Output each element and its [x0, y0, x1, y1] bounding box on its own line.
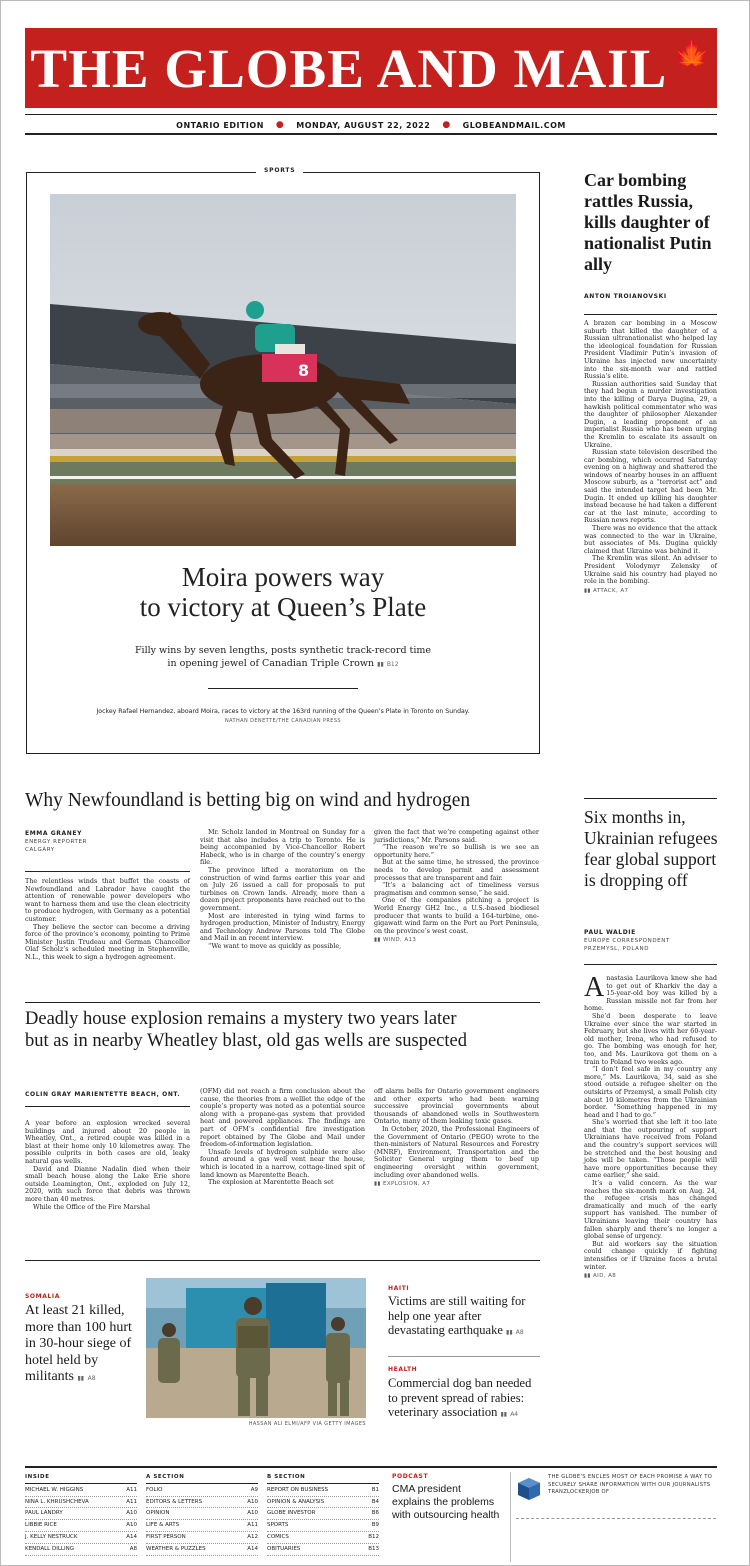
wind-c3-p2: “The reason we’re so bullish is we see an opportunity here.”	[374, 843, 539, 859]
index-row[interactable]: FIRST PERSON A12	[146, 1532, 258, 1544]
wind-c3-p4: “It’s a balancing act of timeliness versus pragmatism and common sense,” he said.	[374, 881, 539, 897]
index-col-b-section	[267, 1472, 379, 1556]
page-ref-icon: ▮▮	[374, 937, 381, 944]
feature-headline-line1: Moira powers way	[181, 562, 385, 592]
russia-para-1: A brazen car bombing in a Moscow suburb that killed the daughter of a Russian ultranationalist who helped lay the ideological foundation for Russian President Vladimir Putin’s invasion of Ukraine has injected new uncertainty into the six-month war and rattled Russia’s elite.	[584, 319, 717, 381]
feature-headline[interactable]	[40, 562, 526, 622]
index-row[interactable]: NINA L. KHRUSHCHEVA A11	[25, 1497, 137, 1509]
separator-dot-icon: ●	[275, 120, 285, 130]
index-row[interactable]: OBITUARIES B13	[267, 1544, 379, 1556]
russia-para-2: Russian authorities said Sunday that they had begun a murder investigation into the killing of Darya Dugina, 29, a hawkish political commentator who was the daughter of philosopher Alexander Dugin, a leading proponent of an imperialist Russia who has been urging the Kremlin to escalate its assault on Ukraine.	[584, 379, 717, 449]
wind-byline-place: CALGARY	[25, 847, 55, 853]
refugees-para-1: nastasia Laurikova knew she had to get out of Kharkiv the day a 15-year-old boy was killed by a Russian missile not far from her home.	[584, 974, 717, 1013]
wind-headline[interactable]: Why Newfoundland is betting big on wind and hydrogen	[25, 790, 471, 811]
somalia-headline-block[interactable]	[25, 1303, 143, 1388]
box-icon	[516, 1476, 542, 1502]
russia-body	[584, 320, 717, 595]
wind-byline-block	[25, 829, 190, 854]
wind-col-3	[374, 829, 539, 945]
health-ref[interactable]: A4	[510, 1411, 519, 1418]
explosion-byline: COLIN GRAY MARIENTETTE BEACH, ONT.	[25, 1091, 181, 1098]
russia-byline: ANTON TROIANOVSKI	[584, 293, 667, 300]
masthead-title: THE GLOBE AND MAIL	[30, 37, 668, 99]
page-ref-icon: ▮▮	[374, 1181, 381, 1188]
podcast-divider	[510, 1472, 511, 1562]
separator-dot-icon: ●	[442, 120, 451, 130]
feature-photo-credit: NATHAN DENETTE/THE CANADIAN PRESS	[224, 718, 341, 724]
podcast-text: CMA president explains the problems with outsourcing health	[392, 1483, 500, 1521]
index-row[interactable]: PAUL LANDRY A10	[25, 1508, 137, 1520]
index-head: B SECTION	[267, 1472, 379, 1484]
horse-race-photo[interactable]	[50, 194, 516, 546]
refugees-body	[584, 972, 717, 1281]
russia-para-5: The Kremlin was silent. An adviser to President Volodymyr Zelensky of Ukraine said his country had played no role in the bombing.	[584, 554, 717, 586]
wind-c3-p1: given the fact that we’re competing against other jurisdictions,” Mr. Parsons said.	[374, 828, 539, 844]
refugees-para-6: But aid workers say the situation could change quickly if fighting intensifies or if Ukraine faces a brutal winter.	[584, 1239, 717, 1271]
index-rule	[25, 1466, 717, 1468]
explosion-c2-p1: (OFM) did not reach a firm conclusion about the cause, the theories from a welllet the edge of the couple’s property was noted as a potential source along with a propane-gas system that provided heat and powered appliances. The findings are part of OFM’s confidential fire investigation report obtained by The Globe and Mail under freedom-of-information legislation.	[200, 1087, 365, 1149]
explosion-c1-p2: David and Dianne Nadalin died when their small beach house along the Lake Erie shore outside Leamington, Ont., exploded on July 12, 2020, with such force that debris was thrown more than 40 metres.	[25, 1164, 190, 1203]
feature-caption: Jockey Rafael Hernandez, aboard Moira, races to victory at the 163rd running of the Queen’s Plate in Toronto on Sunday.	[96, 708, 470, 715]
health-headline: Commercial dog ban needed to prevent spread of rabies: veterinary association	[388, 1376, 532, 1419]
wind-byline: EMMA GRANEY	[25, 830, 83, 837]
russia-rule	[584, 314, 717, 315]
health-headline-block[interactable]	[388, 1376, 540, 1423]
somalia-headline: At least 21 killed, more than 100 hurt in 30-hour siege of hotel held by militants	[25, 1303, 132, 1384]
wind-c2-p4: “We want to move as quickly as possible,	[208, 941, 342, 950]
feature-dek-line1: Filly wins by seven lengths, posts synthetic track-record time	[134, 645, 432, 656]
explosion-headline-line1: Deadly house explosion remains a mystery two years later	[25, 1009, 457, 1029]
brief-divider	[388, 1356, 540, 1357]
haiti-ref[interactable]: A8	[515, 1329, 524, 1336]
feature-divider	[208, 688, 358, 689]
explosion-col-1	[25, 1120, 190, 1211]
index-row[interactable]: SPORTS B9	[267, 1520, 379, 1532]
refugees-byline-place: PRZEMYSL, POLAND	[584, 946, 650, 952]
explosion-c3-p2: In October, 2020, the Professional Engineers of the Government of Ontario (PEGO) wrote to the then-ministers of Natural Resources and Forestry (MNRF), Environment, Transportation and the Solicitor General urging them to beef up engineering oversight within government, including over abandoned wells.	[374, 1124, 539, 1179]
wind-c2-p3: Most are interested in tying wind farms to hydrogen production, Minister of Industry, Energy and Technology Andrew Parsons told The Globe and Mail in an recent interview.	[200, 911, 365, 943]
feature-dek-line2: in opening jewel of Canadian Triple Crown	[167, 658, 375, 669]
section-divider	[25, 1260, 540, 1261]
wind-c3-p3: But at the same time, he stressed, the province needs to develop permit and assessment processes that are transparent and fair.	[374, 858, 539, 882]
edition-site[interactable]: GLOBEANDMAIL.COM	[462, 120, 566, 130]
wind-c2-p2: The province lifted a moratorium on the construction of wind farms earlier this year and on July 26 issued a call for proposals to put turbines on Crown lands. Already, more than a dozen project proponents have reached out to the government.	[200, 865, 365, 912]
index-col-inside	[25, 1472, 137, 1556]
maple-leaf-icon: 🍁	[673, 39, 712, 73]
podcast-text-block[interactable]	[392, 1483, 502, 1522]
explosion-ref[interactable]: EXPLOSION, A7	[383, 1181, 431, 1188]
index-row[interactable]: GLOBE INVESTOR B6	[267, 1508, 379, 1520]
refugees-rule	[584, 964, 717, 965]
explosion-c3-p1: off alarm bells for Ontario government engineers and other experts who had been warning successive provincial governments about thousands of abandoned wells in Southwestern Ontario, many of them leaking toxic gases.	[374, 1087, 539, 1126]
health-section: HEALTH	[388, 1366, 418, 1373]
explosion-c2-p3: The explosion at Marentette Beach set	[208, 1178, 334, 1187]
section-divider	[25, 1002, 540, 1003]
index-row[interactable]: LIFE & ARTS A11	[146, 1520, 258, 1532]
index-row[interactable]: REPORT ON BUSINESS B1	[267, 1485, 379, 1497]
index-head: A SECTION	[146, 1472, 258, 1484]
index-col-a-section	[146, 1472, 258, 1556]
refugees-byline-block	[584, 928, 719, 953]
haiti-headline-block[interactable]	[388, 1294, 540, 1341]
somalia-photo[interactable]	[146, 1278, 366, 1418]
explosion-c1-p3: While the Office of the Fire Marshal	[33, 1202, 151, 1211]
saddle-number: 8	[298, 361, 310, 380]
feature-dek	[40, 644, 526, 671]
refugees-headline[interactable]: Six months in, Ukrainian refugees fear global support is dropping off	[584, 807, 718, 890]
index-row[interactable]: EDITORS & LETTERS A10	[146, 1497, 258, 1509]
explosion-col-3	[374, 1088, 539, 1189]
feature-headline-line2: to victory at Queen’s Plate	[139, 592, 427, 622]
explosion-col-2	[200, 1088, 365, 1187]
russia-para-4: There was no evidence that the attack was connected to the war in Ukraine, but associates of Ms. Dugina quickly claimed that Ukraine was behind it.	[584, 524, 717, 555]
russia-para-3: Russian state television described the car bombing, which occurred Saturday evening on a highway and shattered the windows of nearby houses in an affluent Moscow suburb, as a “terrorist act” and said the intended target had been Mr. Dugin. It ended up killing his daughter instead because he had taken a different car at the last minute, according to Russian news reports.	[584, 448, 717, 525]
edition-date: MONDAY, AUGUST 22, 2022	[296, 120, 431, 130]
refugees-para-4: She’s worried that she left it too late and that the outpouring of support Ukrainians have received from Poland and the country’s support services will be stretched and the best housing and jobs will be taken. “Those people will have more opportunities because they came earlier,” she said.	[584, 1118, 717, 1180]
promo-rule	[516, 1518, 716, 1519]
somalia-ref[interactable]: A8	[87, 1375, 96, 1382]
haiti-section: HAITI	[388, 1285, 410, 1292]
russia-ref[interactable]: ATTACK, A7	[593, 587, 629, 594]
explosion-rule	[25, 1106, 190, 1107]
wind-ref[interactable]: WIND, A13	[383, 937, 417, 944]
explosion-headline-line2: but as in nearby Wheatley blast, old gas wells are suspected	[25, 1031, 467, 1051]
section-tag-sports[interactable]: SPORTS	[256, 165, 303, 176]
refugees-para-5: It’s a valid concern. As the war reaches the six-month mark on Aug. 24, the refugee crisis has changed dramatically and much of the early support has vanished. The number of Ukrainians leaving their country has fallen sharply and there’s no longer a global sense of urgency.	[584, 1179, 717, 1241]
edition-bar	[25, 118, 717, 132]
wind-col-1	[25, 878, 190, 962]
index-row[interactable]: OPINION A10	[146, 1508, 258, 1520]
index-row[interactable]: FOLIO A9	[146, 1485, 258, 1497]
refugees-byline: PAUL WALDIE	[584, 929, 636, 936]
page-ref-icon: ▮▮	[584, 587, 591, 594]
page-ref-icon: ▮▮	[500, 1411, 508, 1418]
page-ref-icon: ▮▮	[77, 1375, 85, 1382]
explosion-c2-p2: Unsafe levels of hydrogen sulphide were also found around a gas well vent near the house, which is located in a narrow, cottage-lined spit of land known as Marentette Beach.	[200, 1147, 365, 1179]
refugees-para-2: She’d been desperate to leave Ukraine ever since the war started in February, but she lives with her 60-year-old mother, Irena, who had refused to go. The bombing was enough for her, too, and Ms. Laurikova got them on a train to Poland two weeks ago.	[584, 1011, 717, 1066]
wind-c1-p1: The relentless winds that buffet the coasts of Newfoundland and Labrador have caught the attention of renewable power developers who want to harness them and use the clean electricity to produce hydrogen, with Germany as a potential customer.	[25, 877, 190, 923]
index-head: INSIDE	[25, 1472, 137, 1484]
index-row[interactable]: WEATHER & PUZZLES A14	[146, 1544, 258, 1556]
page-ref-icon: ▮▮	[584, 1273, 591, 1280]
somalia-section: SOMALIA	[25, 1293, 60, 1300]
russia-headline[interactable]: Car bombing rattles Russia, kills daughter of nationalist Putin ally	[584, 170, 712, 274]
haiti-headline: Victims are still waiting for help one year after devastating earthquake	[388, 1294, 526, 1337]
index-row[interactable]: J. KELLY NESTRUCK A14	[25, 1532, 137, 1544]
wind-col-2	[200, 829, 365, 951]
feature-dek-ref[interactable]: B12	[386, 661, 399, 668]
masthead-rule-bottom	[25, 133, 717, 135]
index-row[interactable]: OPINION & ANALYSIS B4	[267, 1497, 379, 1509]
wind-c2-p1: Mr. Scholz landed in Montreal on Sunday for a visit that also includes a trip to Toronto. He is being accompanied by Vice-Chancellor Robert Habeck, who is in charge of the country’s energy file.	[200, 828, 365, 867]
index-row[interactable]: KENDALL DILLING A8	[25, 1544, 137, 1556]
somalia-soldiers-illustration	[146, 1278, 366, 1418]
refugees-byline-role: EUROPE CORRESPONDENT	[584, 938, 670, 944]
explosion-headline[interactable]	[25, 1008, 575, 1052]
masthead-rule-top	[25, 114, 717, 115]
index-row[interactable]: MICHAEL W. HIGGINS A11	[25, 1485, 137, 1497]
explosion-c1-p1: A year before an explosion wrecked several buildings and injured about 20 people in Wheatley, Ont., a retired couple was killed in a blast at their home only 10 kilometres away. The possible culprits in both cases are old, leaky natural gas wells.	[25, 1119, 190, 1165]
refugees-dropcap: A	[584, 972, 605, 1003]
wind-rule	[25, 871, 190, 872]
somalia-photo-credit: HASSAN ALI ELMI/AFP VIA GETTY IMAGES	[248, 1421, 366, 1427]
page-ref-icon: ▮▮	[377, 661, 384, 668]
promo-text[interactable]: THE GLOBE’S ENCLES MOST OF EACH PROMISE A WAY TO SECURELY SHARE INFORMATION WITH OUR JOURNALISTS TRANZLOCKERJOB OF	[548, 1474, 713, 1495]
masthead[interactable]	[25, 28, 717, 108]
index-row[interactable]: LIBBIE RICE A10	[25, 1520, 137, 1532]
index-row[interactable]: COMICS B12	[267, 1532, 379, 1544]
wind-c1-p2: They believe the sector can become a driving force of the province’s economy, pointing to Prime Minister Justin Trudeau and German Chancellor Olaf Scholz’s scheduled meeting in Stephenville, N.L., this week to sign a hydrogen agreement.	[25, 922, 190, 961]
horse-race-illustration	[50, 194, 516, 546]
refugees-para-3: “I don’t feel safe in my country any more,” Ms. Laurikova, 34, said as she stood outside a refugee shelter on the outskirts of Przemysl, a small Polish city about 10 kilometres from the Ukrainian border. “Something happened in my head and I had to go.”	[584, 1065, 717, 1119]
refugees-ref[interactable]: AID, A8	[593, 1273, 617, 1280]
edition-label: ONTARIO EDITION	[176, 120, 264, 130]
page-ref-icon: ▮▮	[506, 1329, 513, 1336]
column-divider	[584, 798, 717, 799]
wind-byline-role: ENERGY REPORTER	[25, 839, 88, 845]
podcast-label: PODCAST	[392, 1473, 429, 1480]
wind-c3-p5: One of the companies pitching a project is World Energy GH2 Inc., a U.S.-based biodiesel producer that wants to build a 164-turbine, one-gigawatt wind farm on the Port au Port Peninsula, on the province’s west coast.	[374, 896, 539, 935]
